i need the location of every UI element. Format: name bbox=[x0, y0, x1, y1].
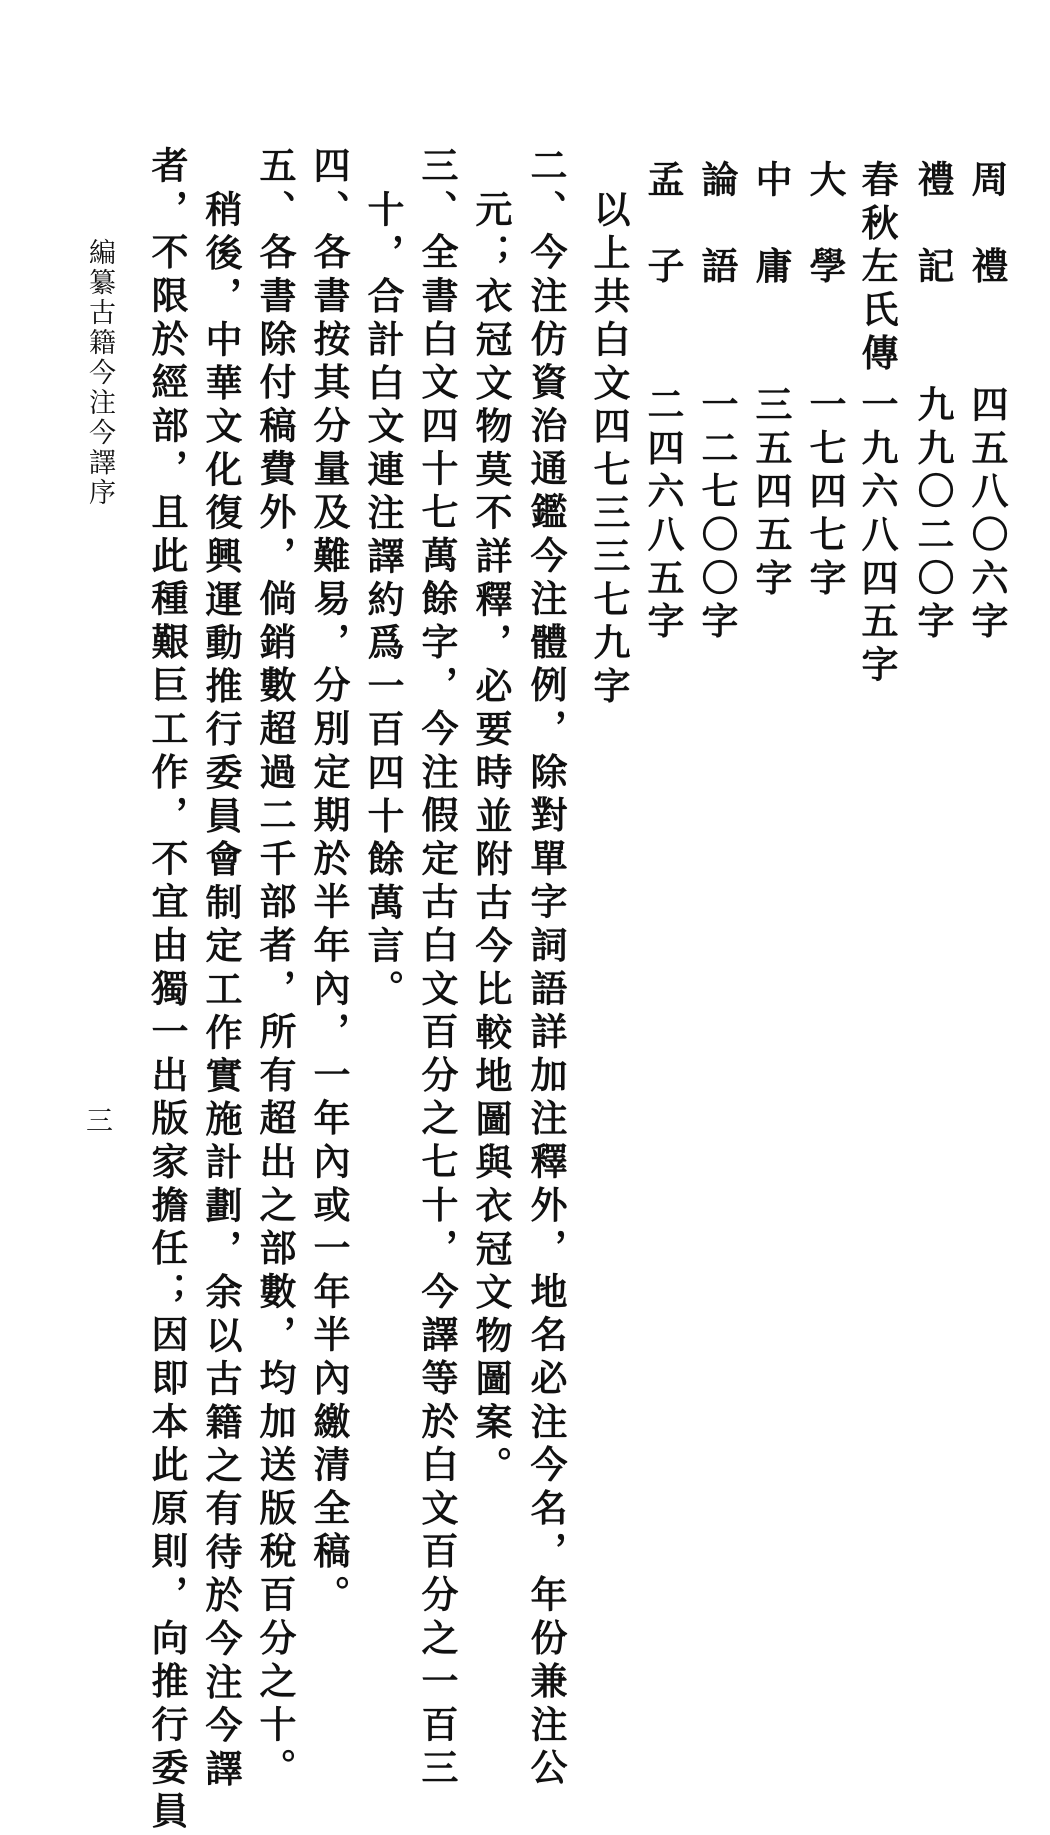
book-title: 中 庸 bbox=[749, 160, 793, 290]
paragraph-4: 四、各書按其分量及難易，分別定期於半年內，一年內或一年半內繳清全稿。 bbox=[307, 146, 351, 1619]
book-title: 大 學 bbox=[803, 160, 847, 290]
word-count-row-zhongyong bbox=[749, 160, 793, 780]
word-count-row-zhouli bbox=[965, 160, 1009, 780]
book-title: 禮 記 bbox=[911, 160, 955, 290]
word-count-row-lunyu bbox=[695, 160, 739, 780]
closing-paragraph-line-1: 稍後，中華文化復興運動推行委員會制定工作實施計劃，余以古籍之有待於今注今譯 bbox=[199, 190, 243, 1793]
word-count-row-mengzi bbox=[641, 160, 685, 780]
closing-paragraph-line-2: 者，不限於經部，且此種艱巨工作，不宜由獨一出版家擔任；因即本此原則，向推行委員 bbox=[145, 146, 189, 1835]
paragraph-5: 五、各書除付稿費外，倘銷數超過二千部者，所有超出之部數，均加送版稅百分之十。 bbox=[253, 146, 297, 1792]
book-title: 孟 子 bbox=[641, 160, 685, 290]
paragraph-2-line-2: 元；衣冠文物莫不詳釋，必要時並附古今比較地圖與衣冠文物圖案。 bbox=[469, 190, 513, 1489]
total-word-count: 以上共白文四七三三七九字 bbox=[587, 190, 631, 710]
word-count-row-zuozhuan bbox=[855, 160, 899, 780]
book-title: 春秋左氏傳 bbox=[855, 160, 899, 377]
book-word-count: 三五四五字 bbox=[749, 385, 793, 602]
book-title: 周 禮 bbox=[965, 160, 1009, 290]
book-word-count: 一二七〇〇字 bbox=[695, 385, 739, 645]
book-title: 論 語 bbox=[695, 160, 739, 290]
book-word-count: 一七四七字 bbox=[803, 385, 847, 602]
book-word-count: 二四六八五字 bbox=[641, 385, 685, 645]
book-word-count: 九九〇二〇字 bbox=[911, 385, 955, 645]
paragraph-3-line-2: 十，合計白文連注譯約爲一百四十餘萬言。 bbox=[361, 190, 405, 1013]
word-count-row-daxue bbox=[803, 160, 847, 780]
paragraph-3-line-1: 三、全書白文四十七萬餘字，今注假定古白文百分之七十，今譯等於白文百分之一百三 bbox=[415, 146, 459, 1792]
page-number: 三 bbox=[86, 1106, 113, 1137]
running-head: 編纂古籍今注今譯序 bbox=[84, 238, 115, 508]
book-word-count: 四五八〇六字 bbox=[965, 385, 1009, 645]
paragraph-2-line-1: 二、今注仿資治通鑑今注體例，除對單字詞語詳加注釋外，地名必注今名，年份兼注公 bbox=[524, 146, 568, 1792]
book-word-count: 一九六八四五字 bbox=[855, 385, 899, 689]
word-count-row-liji bbox=[911, 160, 955, 780]
